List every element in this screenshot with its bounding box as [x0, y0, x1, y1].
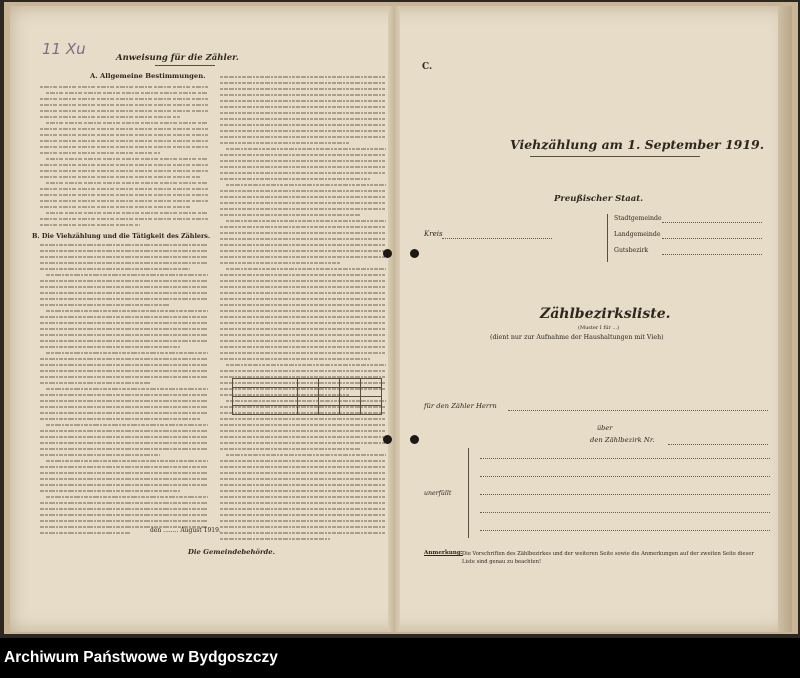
sample-table	[232, 378, 382, 415]
section-b-heading: B. Die Viehzählung und die Tätigkeit des Zählers.	[32, 232, 211, 240]
form-title: Viehzählung am 1. September 1919.	[510, 137, 765, 152]
landgemeinde-label: Landgemeinde	[614, 231, 661, 238]
archive-name: Archiwum Państwowe w Bydgoszczy	[4, 649, 278, 666]
date-line: den ........ August 1919.	[150, 527, 221, 534]
stadtgemeinde-label: Stadtgemeinde	[614, 215, 662, 222]
binding-hole	[410, 249, 419, 258]
counter-field-line	[508, 410, 768, 411]
small-print-texture	[40, 242, 210, 542]
counter-label: für den Zähler Herrn	[424, 402, 497, 410]
district-label: den Zählbezirk Nr.	[590, 436, 655, 444]
remark-line-4	[480, 512, 770, 513]
list-subtitle: (Muster I für ...)	[578, 325, 620, 331]
gutsbezirk-field-line	[662, 254, 762, 255]
section-a-heading: A. Allgemeine Bestimmungen.	[90, 72, 206, 80]
binding-hole	[383, 435, 392, 444]
stadtgemeinde-field-line	[662, 222, 762, 223]
gutsbezirk-label: Gutsbezirk	[614, 247, 649, 254]
binding-hole	[410, 435, 419, 444]
kreis-label: Kreis	[424, 230, 443, 238]
remark-line-2	[480, 476, 770, 477]
state-heading: Preußischer Staat.	[554, 194, 644, 204]
middle-col-text-block	[220, 74, 388, 542]
remark-line-3	[480, 494, 770, 495]
archive-footer	[0, 638, 800, 678]
small-print-texture	[220, 74, 388, 542]
heading-rule	[155, 65, 215, 66]
footnote-text: Die Vorschriften des Zählbezirkes und der weiteren Seite sowie die Anmerkungen auf der zweiten Seite dieser Liste sind genau zu beachten!	[462, 551, 754, 565]
remark-line-5	[480, 530, 770, 531]
kreis-field-line	[442, 238, 552, 239]
folder-edge	[778, 6, 792, 632]
list-title: Zählbezirksliste.	[540, 306, 671, 322]
small-print-texture	[40, 84, 210, 234]
left-col-text-block-1	[40, 84, 210, 234]
remark-bracket	[468, 448, 469, 538]
instructions-heading: Anweisung für die Zähler.	[116, 53, 239, 63]
title-rule	[530, 156, 700, 157]
district-field-line	[668, 444, 768, 445]
binding-hole	[383, 249, 392, 258]
pencil-archive-number: 11 Xu	[42, 40, 86, 58]
authority-signature: Die Gemeindebehörde.	[188, 548, 275, 556]
footnote-label: Anmerkung:	[424, 550, 463, 556]
landgemeinde-field-line	[662, 238, 762, 239]
left-col-text-block-2	[40, 242, 210, 542]
form-letter: C.	[422, 62, 433, 72]
remark-line-1	[480, 458, 770, 459]
district-prefix: über	[597, 424, 613, 432]
page-spine	[388, 6, 400, 632]
list-note: (dient nur zur Aufnahme der Haushaltungen mit Vieh)	[490, 334, 664, 341]
remark-label: unerfüllt	[424, 490, 452, 497]
bracket-line	[607, 214, 608, 262]
